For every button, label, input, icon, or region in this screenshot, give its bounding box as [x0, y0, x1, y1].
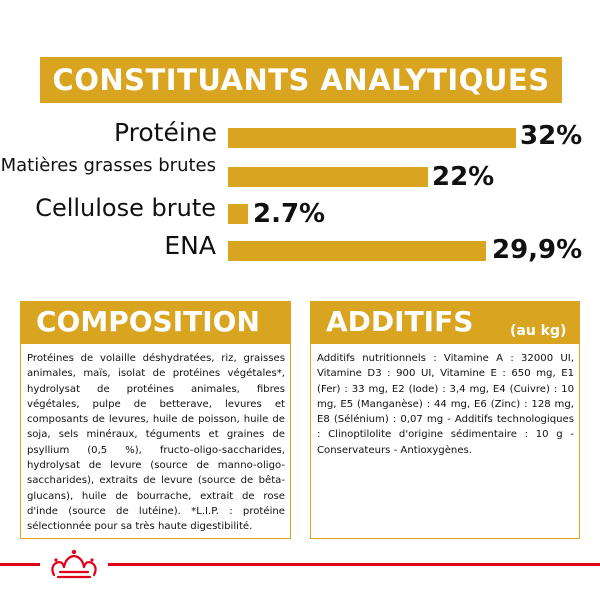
composition-text: Protéines de volaille déshydratées, riz, graisses animales, maïs, isolat de protéines végétales*, hydrolysat de protéines animales, fibres végétales, pulpe de betterave, levures et composants de levures, huile de poisson, huile de soja, sels minéraux, téguments et graines de psyllium (0,5 %), fructo-oligo-saccharides, hydrolysat de levure (source de manno-oligo-saccharides), extraits de levure (source de bêta-glucans), huile de bourrache, extrait de rose d'inde (source de lutéine). *L.I.P. : protéine sélectionnée pour sa très haute digestibilité.	[27, 353, 285, 533]
ena-value: 29,9%	[492, 235, 583, 265]
additifs-text: Additifs nutritionnels : Vitamine A : 32000 UI, Vitamine D3 : 900 UI, Vitamine E : 650 mg, E1 (Fer) : 33 mg, E2 (Iode) : 3,4 mg, E4 (Cuivre) : 10 mg, E5 (Manganèse) : 44 mg, E6 (Zinc) : 128 mg, E8 (Sélénium) : 0,07 mg - Additifs technologiques : Clinoptilolite d'origine sédimentaire : 10 g - Conservateurs - Antioxygènes.	[317, 353, 574, 456]
ena-label: ENA	[164, 231, 216, 260]
composition-header	[20, 301, 291, 343]
matieres-grasses-bar	[228, 167, 428, 187]
additifs-panel	[310, 343, 580, 539]
ena-bar	[228, 241, 486, 261]
composition-title: COMPOSITION	[36, 305, 260, 338]
cellulose-brute-bar	[228, 204, 248, 224]
proteine-label: Protéine	[113, 118, 217, 147]
matieres-grasses-value: 22%	[432, 162, 495, 192]
matieres-grasses-label: Matières grasses brutes	[0, 155, 216, 176]
composition-panel	[20, 343, 291, 539]
analytical-title: CONSTITUANTS ANALYTIQUES	[40, 57, 562, 103]
proteine-value: 32%	[520, 121, 583, 151]
additifs-header	[310, 301, 580, 343]
proteine-bar	[228, 128, 516, 148]
cellulose-brute-label: Cellulose brute	[35, 194, 216, 222]
additifs-subtitle: (au kg)	[510, 323, 567, 339]
crown-logo-icon	[40, 545, 108, 585]
additifs-title: ADDITIFS	[326, 305, 474, 338]
cellulose-brute-value: 2.7%	[253, 199, 326, 229]
